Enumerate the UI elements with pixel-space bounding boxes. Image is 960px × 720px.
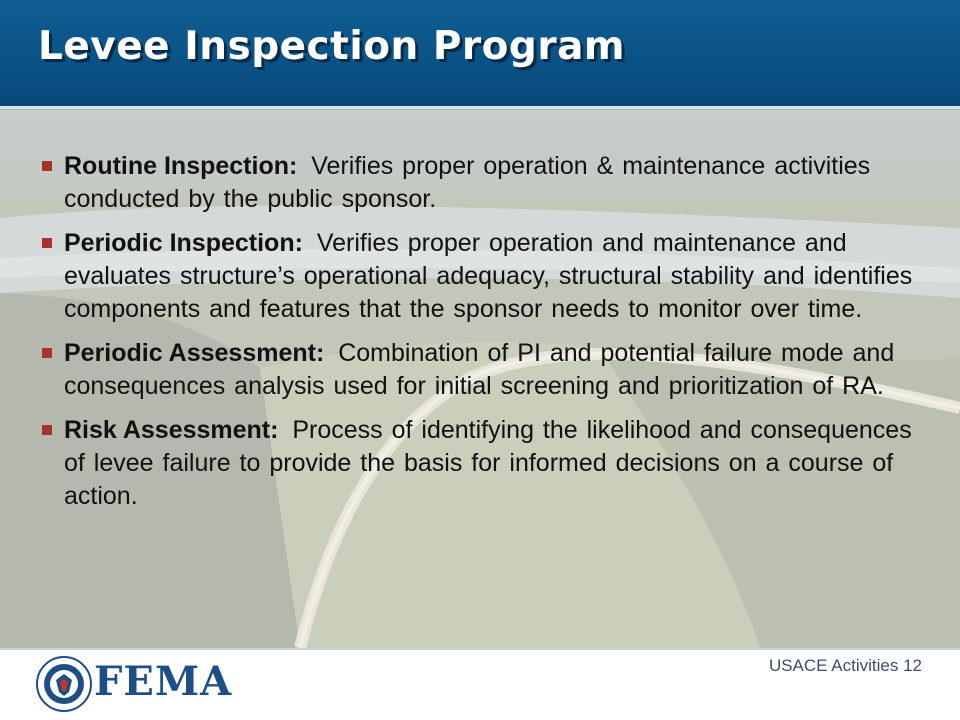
- bullet-list: [40, 150, 930, 524]
- dhs-seal-icon: [36, 656, 92, 712]
- footer-divider: [0, 648, 960, 650]
- bullet-term: Periodic Assessment:: [64, 339, 325, 367]
- bullet-text: Verifies proper operation and maintenance and evaluates structure’s operational adequacy, structural stability and identifies components and features that the sponsor needs to monitor over time.: [64, 229, 913, 323]
- bullet-periodic-assessment: [40, 337, 930, 403]
- bullet-term: Periodic Inspection:: [64, 229, 303, 257]
- slide-title: Levee Inspection Program: [38, 24, 626, 69]
- bullet-routine-inspection: [40, 150, 930, 216]
- bullet-risk-assessment: [40, 414, 930, 513]
- bullet-periodic-inspection: [40, 227, 930, 326]
- bullet-text: Process of identifying the likelihood and consequences of levee failure to provide the basis for informed decisions on a course of action.: [64, 416, 912, 510]
- header-band: [0, 0, 960, 106]
- fema-logo: FEMA: [94, 658, 233, 705]
- square-bullet-icon: [42, 238, 52, 248]
- bullet-text: Combination of PI and potential failure mode and consequences analysis used for initial screening and prioritization of RA.: [64, 339, 895, 400]
- square-bullet-icon: [42, 161, 52, 171]
- footer-band: [0, 648, 960, 720]
- bullet-term: Routine Inspection:: [64, 152, 298, 180]
- square-bullet-icon: [42, 348, 52, 358]
- header-divider-line: [0, 109, 960, 110]
- slide-footer-label: USACE Activities 12: [768, 656, 922, 675]
- bullet-term: Risk Assessment:: [64, 416, 279, 444]
- bullet-text: Verifies proper operation & maintenance activities conducted by the public sponsor.: [64, 152, 871, 213]
- square-bullet-icon: [42, 425, 52, 435]
